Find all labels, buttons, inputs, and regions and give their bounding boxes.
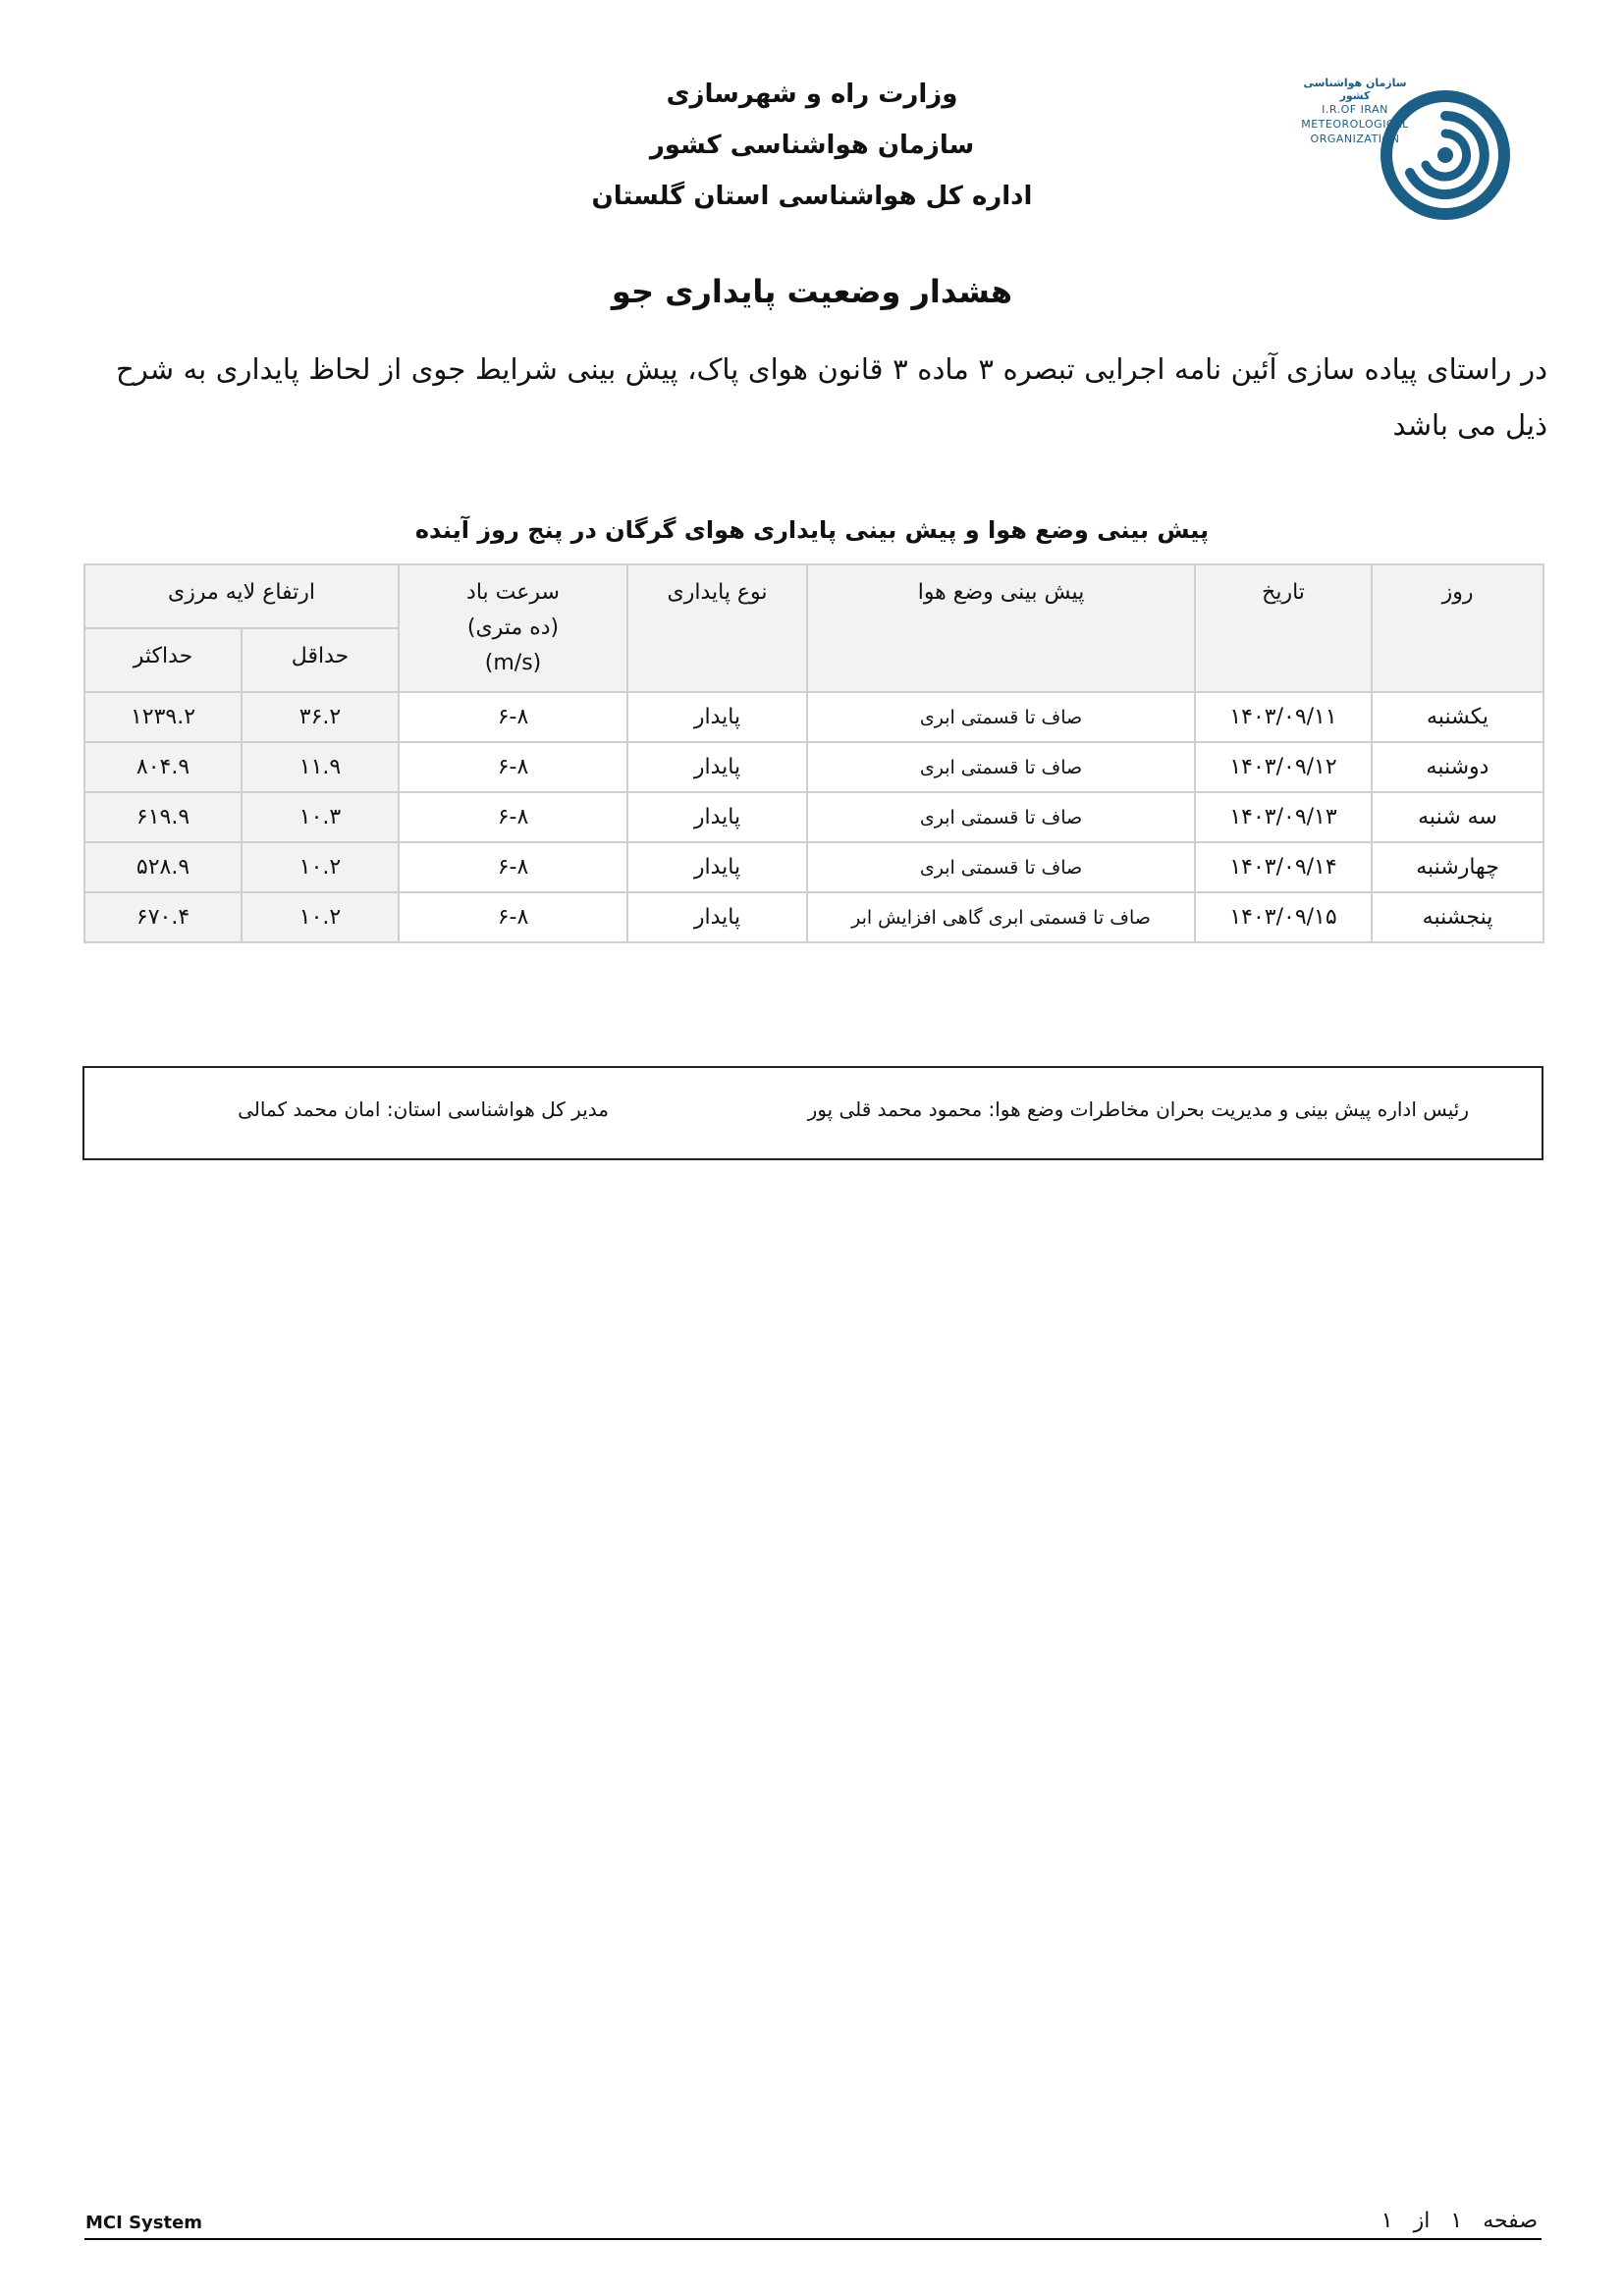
total-pages: ۱ (1380, 2209, 1393, 2233)
cell-min: ۱۱.۹ (242, 742, 399, 792)
page-number: ۱ (1450, 2209, 1463, 2233)
cell-min: ۱۰.۲ (242, 842, 399, 892)
cell-wind: ۶-۸ (399, 792, 627, 842)
forecast-table (83, 563, 1544, 943)
page-label: صفحه (1483, 2209, 1538, 2233)
cell-day: یکشنبه (1372, 692, 1543, 742)
organization-name: سازمان هواشناسی کشور (649, 131, 975, 160)
header-wind (399, 564, 627, 692)
table-row (84, 892, 1543, 942)
cell-wind: ۶-۸ (399, 742, 627, 792)
table-row (84, 792, 1543, 842)
cell-weather: صاف تا قسمتی ابری گاهی افزایش ابر (807, 892, 1195, 942)
header-min: حداقل (242, 628, 399, 692)
header-wind-line1: سرعت باد (466, 580, 560, 605)
cell-weather: صاف تا قسمتی ابری (807, 742, 1195, 792)
cell-weather: صاف تا قسمتی ابری (807, 692, 1195, 742)
cell-min: ۱۰.۳ (242, 792, 399, 842)
director-signature: مدیر کل هواشناسی استان: امان محمد کمالی (238, 1097, 609, 1121)
intro-paragraph: در راستای پیاده سازی آئین نامه اجرایی تبصره ۳ ماده ۳ قانون هوای پاک، پیش بینی شرایط جوی از لحاظ پایداری به شرح ذیل می باشد (116, 352, 1548, 442)
cell-date: ۱۴۰۳/۰۹/۱۴ (1195, 842, 1372, 892)
cell-day: سه شنبه (1372, 792, 1543, 842)
header-wind-line3: (m/s) (484, 651, 542, 675)
cell-min: ۱۰.۲ (242, 892, 399, 942)
logo-name-en-1: I.R.OF IRAN (1322, 103, 1388, 116)
cell-stability: پایدار (627, 892, 807, 942)
cell-max: ۵۲۸.۹ (84, 842, 242, 892)
header-stability: نوع پایداری (627, 564, 807, 692)
header-wind-line2: (ده متری) (466, 615, 560, 640)
cell-weather: صاف تا قسمتی ابری (807, 842, 1195, 892)
cell-stability: پایدار (627, 742, 807, 792)
cell-date: ۱۴۰۳/۰۹/۱۱ (1195, 692, 1372, 742)
header-max: حداکثر (84, 628, 242, 692)
cell-max: ۱۲۳۹.۲ (84, 692, 242, 742)
page-indicator (1368, 2209, 1538, 2233)
header-day: روز (1372, 564, 1543, 692)
letterhead (0, 69, 1624, 222)
cell-max: ۶۱۹.۹ (84, 792, 242, 842)
logo-name-fa: سازمان هواشناسی کشور (1303, 77, 1407, 102)
forecast-head-signature: رئیس اداره پیش بینی و مدیریت بحران مخاطرات وضع هوا: محمود محمد قلی پور (807, 1097, 1469, 1121)
cell-stability: پایدار (627, 792, 807, 842)
signature-box (82, 1066, 1543, 1160)
cell-day: پنجشنبه (1372, 892, 1543, 942)
table-row (84, 742, 1543, 792)
header-date: تاریخ (1195, 564, 1372, 692)
cell-weather: صاف تا قسمتی ابری (807, 792, 1195, 842)
table-title: پیش بینی وضع هوا و پیش بینی پایداری هوای گرگان در پنج روز آینده (414, 516, 1210, 544)
cell-max: ۶۷۰.۴ (84, 892, 242, 942)
system-name: MCI System (85, 2213, 203, 2233)
cell-date: ۱۴۰۳/۰۹/۱۵ (1195, 892, 1372, 942)
of-label: از (1413, 2209, 1431, 2233)
cell-wind: ۶-۸ (399, 692, 627, 742)
cell-wind: ۶-۸ (399, 892, 627, 942)
header-boundary-layer: ارتفاع لایه مرزی (84, 564, 399, 628)
cell-stability: پایدار (627, 692, 807, 742)
logo-name-en-2: METEOROLOGICAL (1301, 118, 1409, 131)
footer-divider (84, 2238, 1542, 2240)
alert-title: هشدار وضعیت پایداری جو (611, 273, 1013, 310)
table-row (84, 842, 1543, 892)
cell-min: ۳۶.۲ (242, 692, 399, 742)
office-name: اداره کل هواشناسی استان گلستان (591, 182, 1033, 211)
header-weather: پیش بینی وضع هوا (807, 564, 1195, 692)
cell-date: ۱۴۰۳/۰۹/۱۳ (1195, 792, 1372, 842)
cell-day: دوشنبه (1372, 742, 1543, 792)
logo-name-en-3: ORGANIZATION (1310, 133, 1400, 145)
cell-day: چهارشنبه (1372, 842, 1543, 892)
table-row (84, 692, 1543, 742)
cell-max: ۸۰۴.۹ (84, 742, 242, 792)
cell-date: ۱۴۰۳/۰۹/۱۲ (1195, 742, 1372, 792)
cell-wind: ۶-۸ (399, 842, 627, 892)
ministry-name: وزارت راه و شهرسازی (666, 80, 958, 109)
cell-stability: پایدار (627, 842, 807, 892)
